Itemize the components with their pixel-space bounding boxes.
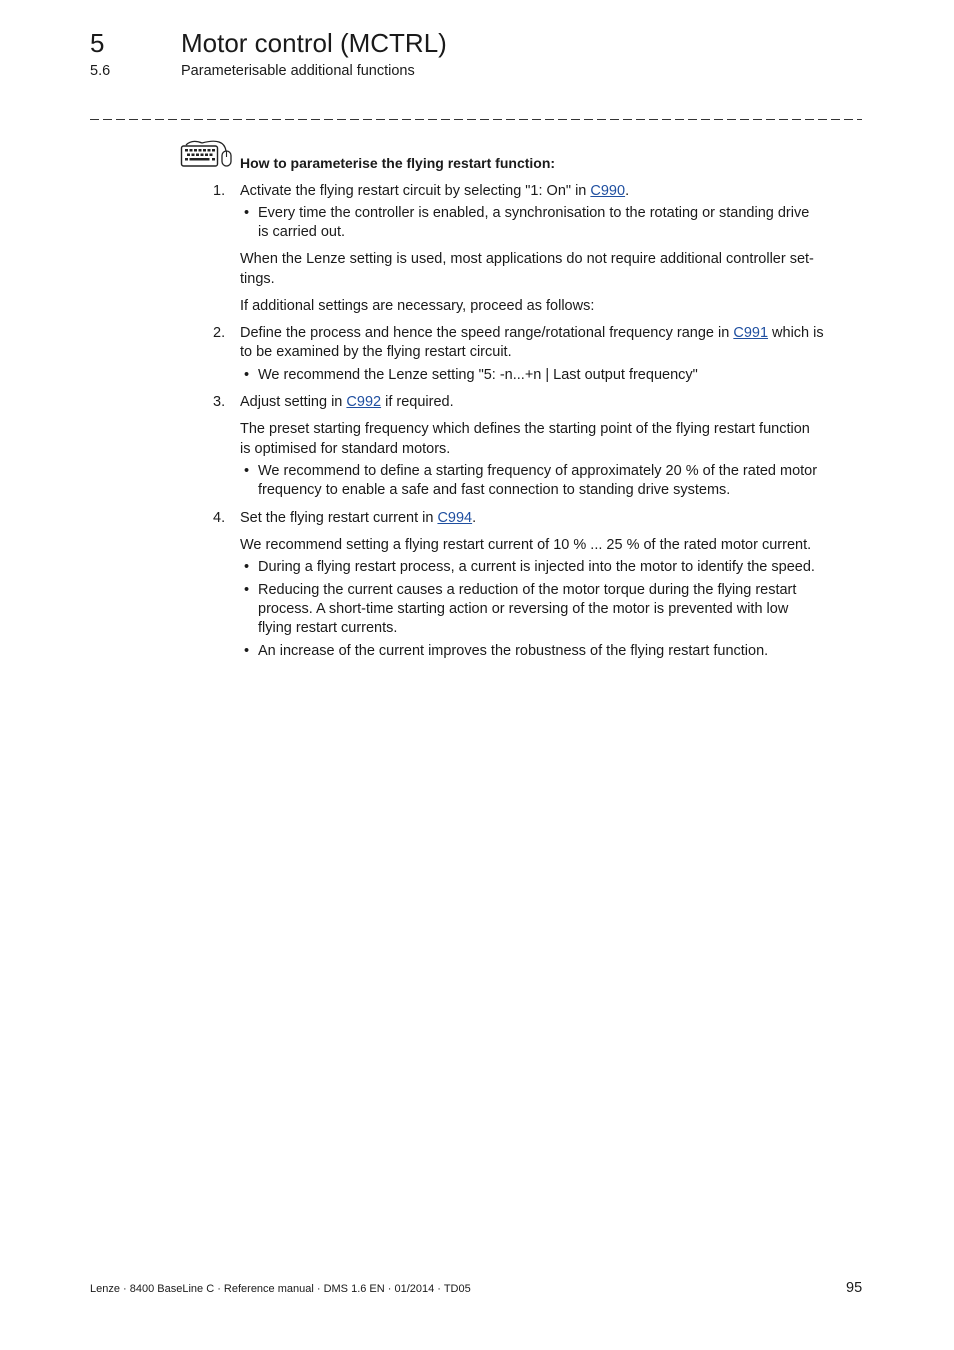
step-text: to be examined by the flying restart circuit.: [240, 344, 512, 360]
link-c994[interactable]: C994: [437, 510, 473, 526]
step-text: [240, 393, 454, 412]
step-text: [240, 182, 629, 201]
bullet-text: frequency to enable a safe and fast connection to standing drive systems.: [258, 482, 731, 498]
section-title: Parameterisable additional functions: [181, 63, 415, 79]
bullet-text: process. A short-time starting action or reversing of the motor is prevented with low: [258, 601, 789, 617]
step-text-pre: Activate the flying restart circuit by selecting "1: On" in: [240, 183, 591, 199]
chapter-number: 5: [90, 28, 105, 58]
paragraph: tings.: [240, 271, 275, 287]
step-number: 1.: [213, 183, 226, 199]
bullet-glyph: •: [244, 643, 250, 659]
keyboard-mouse-icon: [180, 139, 234, 171]
step-text-pre: Set the flying restart current in: [240, 510, 438, 526]
step-text-post: which is: [768, 325, 824, 341]
bullet-text: We recommend the Lenze setting "5: -n...+n | Last output frequency": [258, 367, 698, 383]
link-c992[interactable]: C992: [346, 394, 382, 410]
paragraph: When the Lenze setting is used, most applications do not require additional controller set-: [240, 251, 814, 267]
step-number: 3.: [213, 394, 226, 410]
step-text-pre: Define the process and hence the speed range/rotational frequency range in: [240, 325, 734, 341]
instruction-heading: How to parameterise the flying restart function:: [240, 155, 556, 171]
section-number: 5.6: [90, 63, 111, 79]
bullet-text: An increase of the current improves the robustness of the flying restart function.: [258, 643, 769, 659]
header-divider: [90, 112, 862, 120]
paragraph: We recommend setting a flying restart current of 10 % ... 25 % of the rated motor current.: [240, 537, 812, 553]
bullet-text: Reducing the current causes a reduction of the motor torque during the flying restart: [258, 582, 797, 598]
bullet-glyph: •: [244, 463, 250, 479]
paragraph: is optimised for standard motors.: [240, 441, 451, 457]
step-number: 4.: [213, 510, 226, 526]
page-number: 95: [846, 1280, 863, 1296]
paragraph: If additional settings are necessary, proceed as follows:: [240, 298, 595, 314]
bullet-text: During a flying restart process, a current is injected into the motor to identify the speed.: [258, 559, 815, 575]
chapter-title: Motor control (MCTRL): [181, 28, 447, 58]
footer-text: Lenze · 8400 BaseLine C · Reference manual · DMS 1.6 EN · 01/2014 · TD05: [90, 1283, 471, 1295]
step-text-pre: Adjust setting in: [240, 394, 347, 410]
bullet-glyph: •: [244, 582, 250, 598]
bullet-text: is carried out.: [258, 224, 346, 240]
step-text: [240, 324, 824, 343]
bullet-glyph: •: [244, 367, 250, 383]
bullet-text: We recommend to define a starting frequency of approximately 20 % of the rated motor: [258, 463, 818, 479]
step-text: [240, 509, 476, 528]
paragraph: The preset starting frequency which defines the starting point of the flying restart function: [240, 421, 810, 437]
bullet-glyph: •: [244, 205, 250, 221]
step-text-post: .: [472, 510, 477, 526]
bullet-glyph: •: [244, 559, 250, 575]
bullet-text: flying restart currents.: [258, 620, 398, 636]
bullet-text: Every time the controller is enabled, a synchronisation to the rotating or standing drive: [258, 205, 810, 221]
link-c990[interactable]: C990: [590, 183, 626, 199]
link-c991[interactable]: C991: [733, 325, 769, 341]
step-number: 2.: [213, 325, 226, 341]
step-text-post: .: [625, 183, 630, 199]
step-text-post: if required.: [381, 394, 454, 410]
